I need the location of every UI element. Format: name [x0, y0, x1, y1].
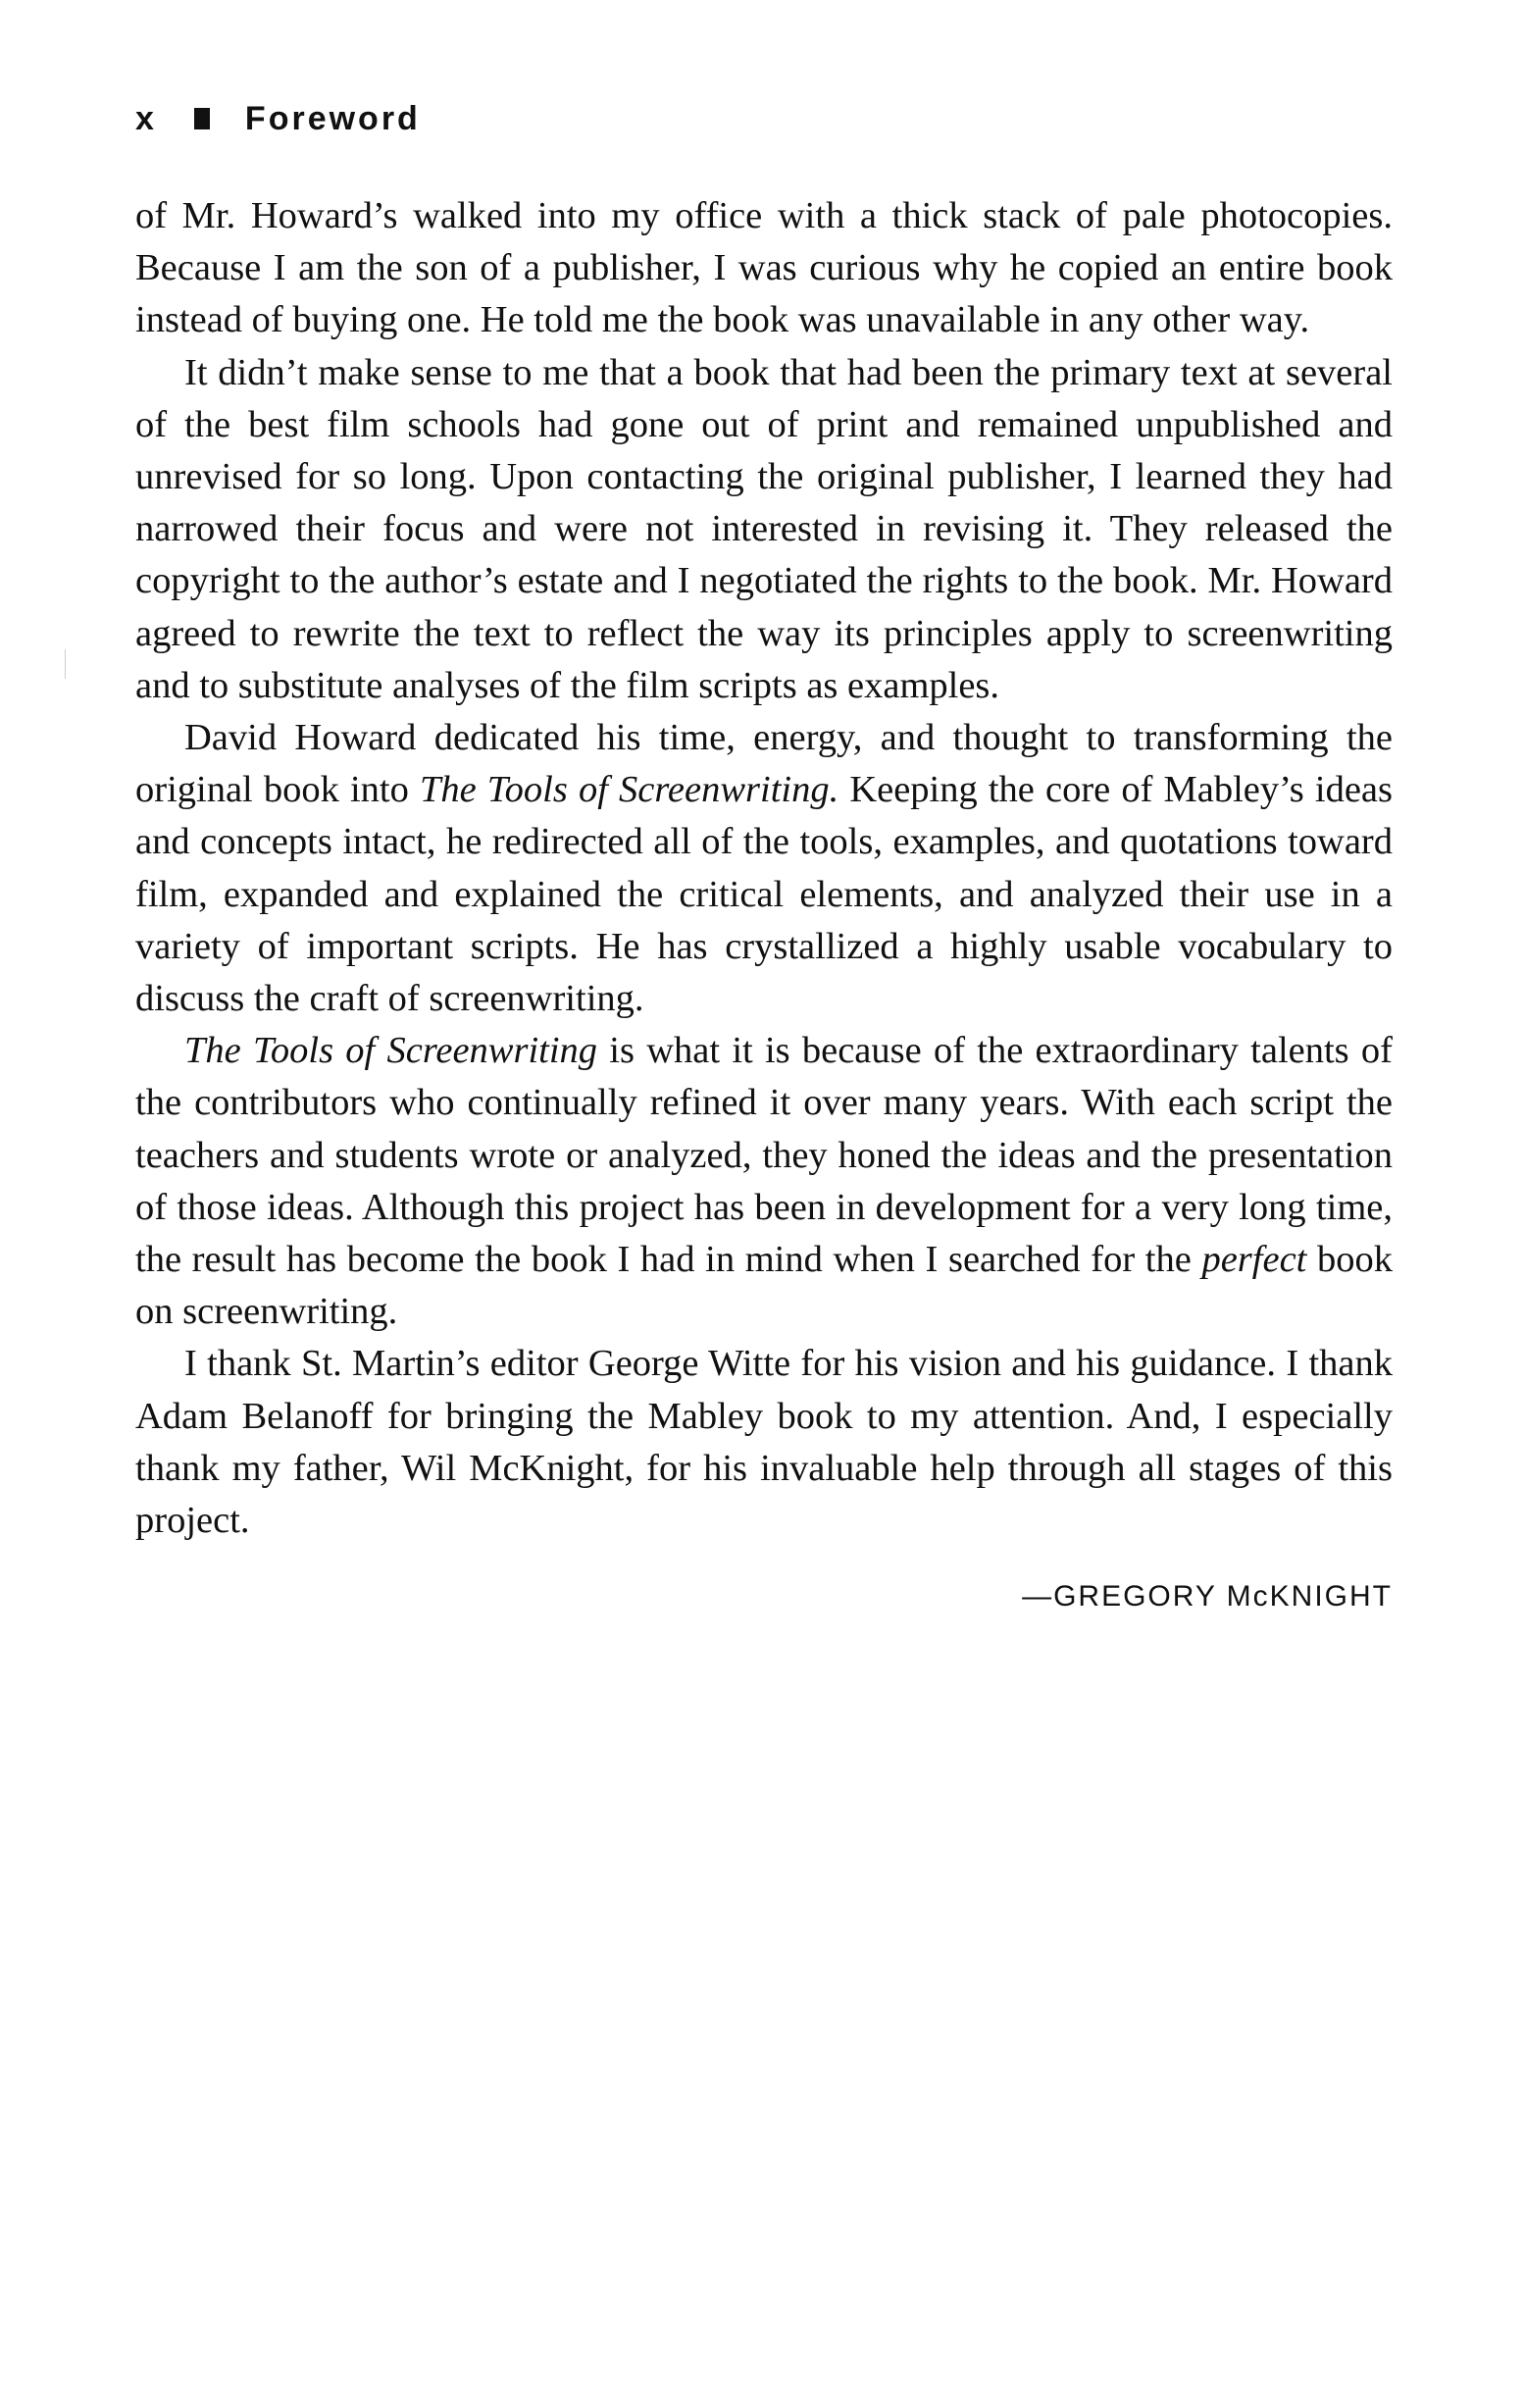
paragraph — [135, 1338, 1393, 1547]
page-number: x — [135, 100, 157, 137]
running-head — [135, 102, 421, 135]
italic-text: perfect — [1201, 1239, 1307, 1281]
paragraph — [135, 190, 1393, 347]
text-run: It didn’t make sense to me that a book that had been the primary text at several of the best film schools had gone out of print and remained unpublished and unrevised for so long. Upon contacting the original publisher, I learned they had narrowed their focus and were not interested in revising it. They released the copyright to the author’s estate and I negotiated the rights to the book. Mr. Howard agreed to rewrite the text to reflect the way its principles apply to screenwriting and to substitute analyses of the film scripts as examples. — [135, 351, 1393, 706]
italic-text: The Tools of Screenwriting. — [419, 769, 839, 811]
section-title: Foreword — [244, 100, 421, 137]
paragraph — [135, 712, 1393, 1025]
paragraph — [135, 347, 1393, 712]
margin-mark — [65, 649, 66, 679]
text-run: I thank St. Martin’s editor George Witte for his vision and his guidance. I thank Adam Belanoff for bringing the Mabley book to my attention. And, I especially thank my father, Wil McKnight, for his invaluable help through all stages of this project. — [135, 1343, 1393, 1542]
text-run: is what it is because of the extraordinary talents of the contributors who continually refined it over many years. With each script the teachers and students wrote or analyzed, they honed the ideas and the presentation of those ideas. Although this project has been in development for a very long time, the result has become the book I had in mind when I searched for the — [135, 1030, 1393, 1281]
paragraph — [135, 1025, 1393, 1338]
text-run: Keeping the core of Mabley’s ideas and concepts intact, he redirected all of the tools, examples, and quotations toward film, expanded and explained the critical elements, and analyzed their use in a variety of important scripts. He has crystallized a highly usable vocabulary to discuss the craft of screenwriting. — [135, 769, 1393, 1020]
body-text — [135, 190, 1393, 1622]
italic-text: The Tools of Screenwriting — [184, 1030, 598, 1072]
author-signature: —GREGORY McKNIGHT — [1022, 1580, 1393, 1614]
text-run: David Howard dedicated his time, energy, and thought to transforming the original book into — [135, 717, 1393, 811]
square-bullet-icon — [194, 108, 210, 129]
text-run: book on screenwriting. — [135, 1239, 1393, 1333]
text-run: of Mr. Howard’s walked into my office with a thick stack of pale photocopies. Because I am the son of a publisher, I was curious why he copied an entire book instead of buying one. He told me the book was unavailable in any other way. — [135, 195, 1393, 341]
